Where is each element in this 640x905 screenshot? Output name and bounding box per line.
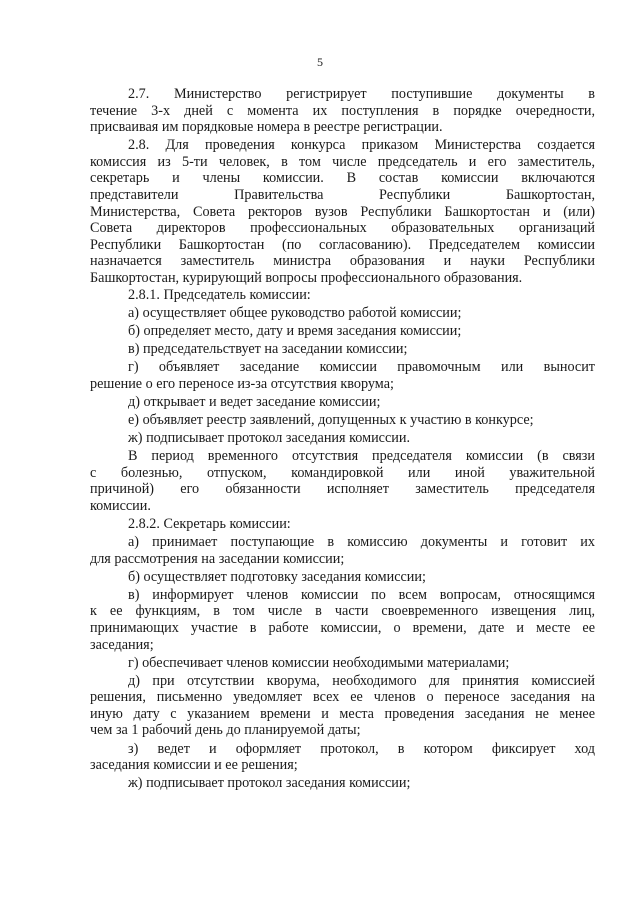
text-line: Совета директоров профессиональных образовательных организаций [90,220,595,237]
text-line: представители Правительства Республики Башкортостан, [90,187,595,204]
list-item [90,569,595,586]
list-item [90,305,595,322]
text-line: д) открывает и ведет заседание комиссии; [128,393,381,410]
text-line: з) ведет и оформляет протокол, в котором фиксирует ход [128,740,595,757]
text-line: 2.8.1. Председатель комиссии: [128,286,311,303]
page-number: 5 [317,55,323,69]
list-item [90,587,595,653]
text-line: присваивая им порядковые номера в реестре регистрации. [90,119,443,136]
list-item [90,775,595,792]
list-item [90,394,595,411]
document-body [90,86,595,792]
list-item [90,655,595,672]
text-line: 2.8.2. Секретарь комиссии: [128,515,291,532]
text-line: а) принимает поступающие в комиссию документы и готовит их [128,533,595,550]
text-line: ж) подписывает протокол заседания комиссии; [128,775,411,792]
list-item [90,430,595,447]
text-line: заседания комиссии и ее решения; [90,757,298,774]
text-line: решения, письменно уведомляет всех ее членов о переносе заседания на [90,689,595,706]
text-line: иную дату с указанием времени и места проведения заседания не менее [90,705,595,722]
list-item [90,741,595,774]
text-line: для рассмотрения на заседании комиссии; [90,550,345,567]
list-item [90,673,595,739]
text-line: причиной) его обязанности исполняет заместитель председателя [90,481,595,498]
text-line: к ее функциям, в том числе в части своевременного извещения лиц, [90,603,595,620]
text-line: секретарь и члены комиссии. В состав комиссии включаются [90,170,595,187]
text-line: б) осуществляет подготовку заседания комиссии; [128,568,426,585]
text-line: чем за 1 рабочий день до планируемой даты; [90,722,361,739]
text-line: г) обеспечивает членов комиссии необходимыми материалами; [128,654,510,671]
text-line: д) при отсутствии кворума, необходимого для принятия комиссией [128,672,595,689]
list-item [90,323,595,340]
subheading-2-8-2 [90,516,595,533]
text-line: Министерства, Совета ректоров вузов Республики Башкортостан и (или) [90,203,595,220]
text-line: 2.8. Для проведения конкурса приказом Министерства создается [128,137,595,154]
text-line: решение о его переносе из-за отсутствия кворума; [90,375,394,392]
paragraph-2-8 [90,137,595,286]
text-line: ж) подписывает протокол заседания комиссии. [128,429,410,446]
text-line: Башкортостан, курирующий вопросы профессионального образования. [90,270,523,287]
text-line: в) информирует членов комиссии по всем вопросам, относящимся [128,586,595,603]
list-item [90,359,595,392]
text-line: комиссии. [90,497,151,514]
text-line: 2.7. Министерство регистрирует поступившие документы в [128,86,595,102]
text-line: в) председательствует на заседании комиссии; [128,340,408,357]
text-line: комиссия из 5-ти человек, в том числе председатель и его заместитель, [90,153,595,170]
paragraph-2-7 [90,86,595,136]
text-line: е) объявляет реестр заявлений, допущенных к участию в конкурсе; [128,411,534,428]
text-line: Республики Башкортостан (по согласованию). Председателем комиссии [90,236,595,253]
text-line: а) осуществляет общее руководство работой комиссии; [128,304,462,321]
list-item [90,341,595,358]
paragraph-substitute [90,448,595,514]
text-line: заседания; [90,636,154,653]
text-line: с болезнью, отпуском, командировкой или иной уважительной [90,464,595,481]
list-item [90,412,595,429]
text-line: б) определяет место, дату и время заседания комиссии; [128,322,462,339]
subheading-2-8-1 [90,287,595,304]
text-line: принимающих участие в работе комиссии, о времени, дате и месте ее [90,619,595,636]
text-line: течение 3-х дней с момента их поступления в порядке очередности, [90,102,595,119]
text-line: назначается заместитель министра образования и науки Республики [90,253,595,270]
text-line: г) объявляет заседание комиссии правомочным или выносит [128,359,595,375]
list-item [90,534,595,567]
text-line: В период временного отсутствия председателя комиссии (в связи [128,447,595,464]
